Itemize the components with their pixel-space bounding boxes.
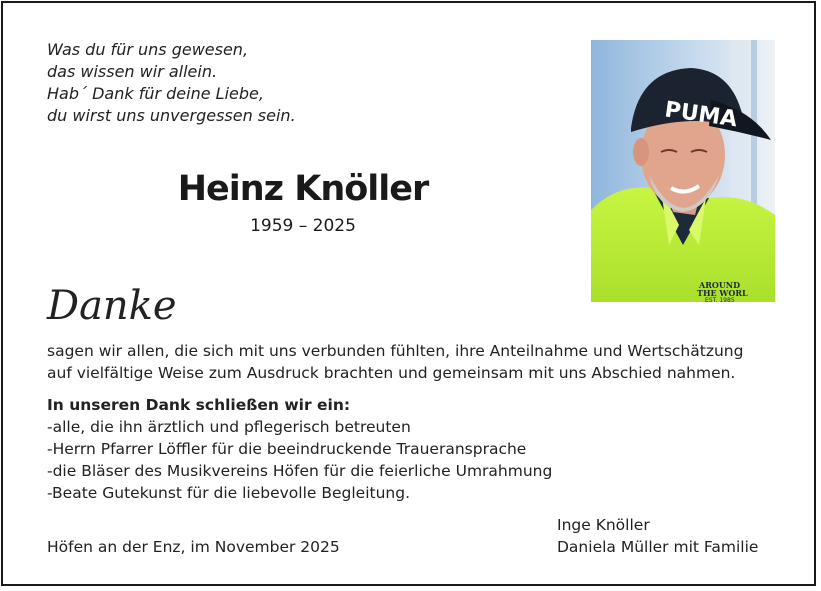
signer-name: Daniela Müller mit Familie [557,538,759,556]
poem-line: du wirst uns unvergessen sein. [47,106,296,125]
place-date: Höfen an der Enz, im November 2025 [47,538,340,556]
shirt-text: AROUND [699,280,741,290]
danke-heading: Danke [47,283,177,329]
deceased-name: Heinz Knöller [177,169,429,209]
signers [557,514,758,558]
poem-line: das wissen wir allein. [47,62,218,81]
obituary-card [1,1,816,586]
list-item: -alle, die ihn ärztlich und pflegerisch betreuten [47,418,411,436]
special-thanks [47,394,552,504]
portrait-illustration [591,40,775,302]
poem-line: Was du für uns gewesen, [47,40,249,59]
poem-line: Hab´ Dank für deine Liebe, [47,84,264,103]
thanks-paragraph [47,340,787,384]
special-thanks-heading: In unseren Dank schließen wir ein: [47,396,351,414]
thanks-line: auf vielfältige Weise zum Ausdruck brachten und gemeinsam mit uns Abschied nahmen. [47,364,736,382]
life-years: 1959 – 2025 [250,216,356,236]
shirt-text: THE WORL [697,288,748,298]
list-item: -Beate Gutekunst für die liebevolle Begleitung. [47,484,411,502]
portrait-photo [591,40,775,302]
cap-text: PUMA [663,97,739,133]
thanks-line: sagen wir allen, die sich mit uns verbunden fühlten, ihre Anteilnahme und Wertschätzung [47,342,744,360]
shirt-text: EST. 1985 [705,297,735,302]
poem [47,39,296,127]
list-item: -Herrn Pfarrer Löffler für die beeindruckende Traueransprache [47,440,527,458]
list-item: -die Bläser des Musikvereins Höfen für die feierliche Umrahmung [47,462,553,480]
signer-name: Inge Knöller [557,516,650,534]
